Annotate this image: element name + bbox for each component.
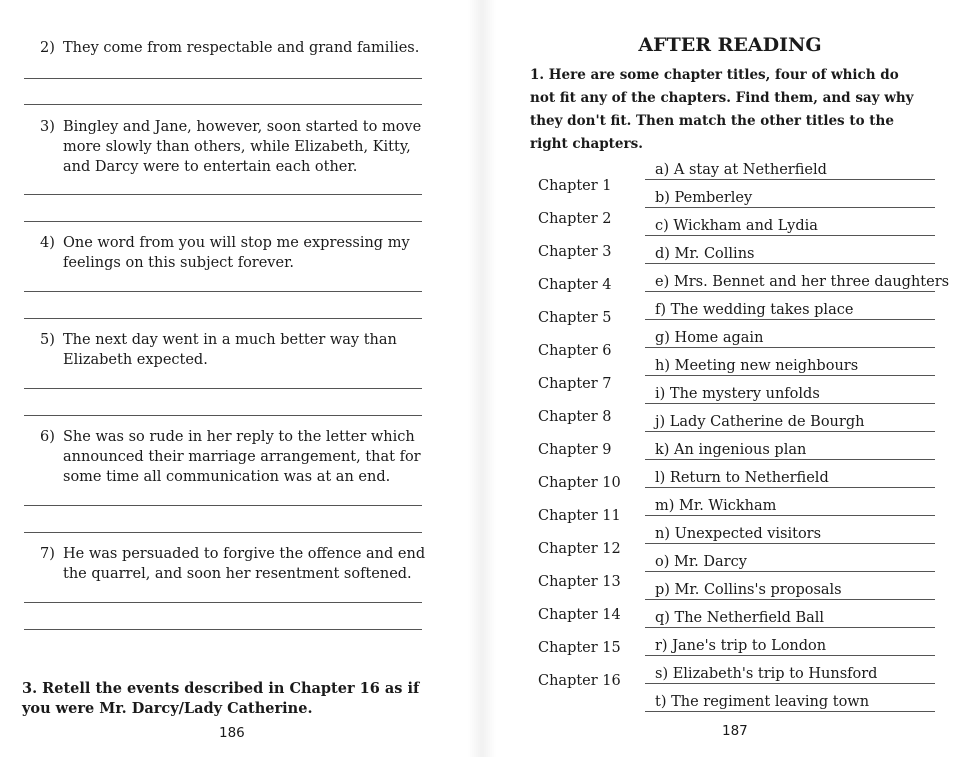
chapter-label: Chapter 11 xyxy=(538,508,621,524)
answer-line[interactable] xyxy=(24,221,422,222)
chapter-label: Chapter 2 xyxy=(538,211,612,227)
title-option: j) Lady Catherine de Bourgh xyxy=(645,413,935,432)
chapter-label: Chapter 3 xyxy=(538,244,612,260)
chapter-label: Chapter 7 xyxy=(538,376,612,392)
chapter-label: Chapter 15 xyxy=(538,640,621,656)
title-option: r) Jane's trip to London xyxy=(645,637,935,656)
title-option: k) An ingenious plan xyxy=(645,441,935,460)
title-option: l) Return to Netherfield xyxy=(645,469,935,488)
question-6: 6) She was so rude in her reply to the letter which announced their marriage arrangement, that for some time all communication was at an end. xyxy=(40,429,421,485)
right-page xyxy=(490,0,970,757)
title-option: d) Mr. Collins xyxy=(645,245,935,264)
chapter-label: Chapter 10 xyxy=(538,475,621,491)
title-option: o) Mr. Darcy xyxy=(645,553,935,572)
title-option: t) The regiment leaving town xyxy=(645,693,935,712)
chapter-label: Chapter 4 xyxy=(538,277,612,293)
answer-line[interactable] xyxy=(24,415,422,416)
chapter-label: Chapter 13 xyxy=(538,574,621,590)
title-option: p) Mr. Collins's proposals xyxy=(645,581,935,600)
chapter-label: Chapter 5 xyxy=(538,310,612,326)
chapter-label: Chapter 14 xyxy=(538,607,621,623)
question-7: 7) He was persuaded to forgive the offence and end the quarrel, and soon her resentment softened. xyxy=(40,546,426,582)
title-option: f) The wedding takes place xyxy=(645,301,935,320)
answer-line[interactable] xyxy=(24,602,422,603)
exercise-1-instruction: 1. Here are some chapter titles, four of which do not fit any of the chapters. Find them, and say why they don't fit. Then match the other titles to the right chapters. xyxy=(530,67,914,152)
answer-line[interactable] xyxy=(24,318,422,319)
answer-line[interactable] xyxy=(24,78,422,79)
page-number: 186 xyxy=(219,725,245,741)
title-option: i) The mystery unfolds xyxy=(645,385,935,404)
answer-line[interactable] xyxy=(24,388,422,389)
chapter-label: Chapter 16 xyxy=(538,673,621,689)
title-option: e) Mrs. Bennet and her three daughters xyxy=(645,273,935,292)
page-number: 187 xyxy=(722,723,748,739)
title-option: b) Pemberley xyxy=(645,189,935,208)
title-option: n) Unexpected visitors xyxy=(645,525,935,544)
title-option: q) The Netherfield Ball xyxy=(645,609,935,628)
chapter-label: Chapter 12 xyxy=(538,541,621,557)
question-4: 4) One word from you will stop me expressing my feelings on this subject forever. xyxy=(40,235,410,271)
title-option: a) A stay at Netherfield xyxy=(645,161,935,180)
title-option: c) Wickham and Lydia xyxy=(645,217,935,236)
answer-line[interactable] xyxy=(24,532,422,533)
question-3: 3) Bingley and Jane, however, soon started to move more slowly than others, while Elizabeth, Kitty, and Darcy were to entertain each other. xyxy=(40,119,422,175)
answer-line[interactable] xyxy=(24,505,422,506)
chapter-label: Chapter 1 xyxy=(538,178,612,194)
answer-line[interactable] xyxy=(24,194,422,195)
title-option: h) Meeting new neighbours xyxy=(645,357,935,376)
question-5: 5) The next day went in a much better way than Elizabeth expected. xyxy=(40,332,397,368)
chapter-label: Chapter 6 xyxy=(538,343,612,359)
title-option: g) Home again xyxy=(645,329,935,348)
answer-line[interactable] xyxy=(24,104,422,105)
answer-line[interactable] xyxy=(24,291,422,292)
title-option: m) Mr. Wickham xyxy=(645,497,935,516)
chapter-label: Chapter 8 xyxy=(538,409,612,425)
left-page xyxy=(0,0,480,757)
page-title: AFTER READING xyxy=(638,34,822,56)
question-2: 2) They come from respectable and grand families. xyxy=(40,40,420,56)
task-3-heading: 3. Retell the events described in Chapter 16 as if you were Mr. Darcy/Lady Catherine. xyxy=(22,680,420,717)
chapter-label: Chapter 9 xyxy=(538,442,612,458)
answer-line[interactable] xyxy=(24,629,422,630)
title-option: s) Elizabeth's trip to Hunsford xyxy=(645,665,935,684)
